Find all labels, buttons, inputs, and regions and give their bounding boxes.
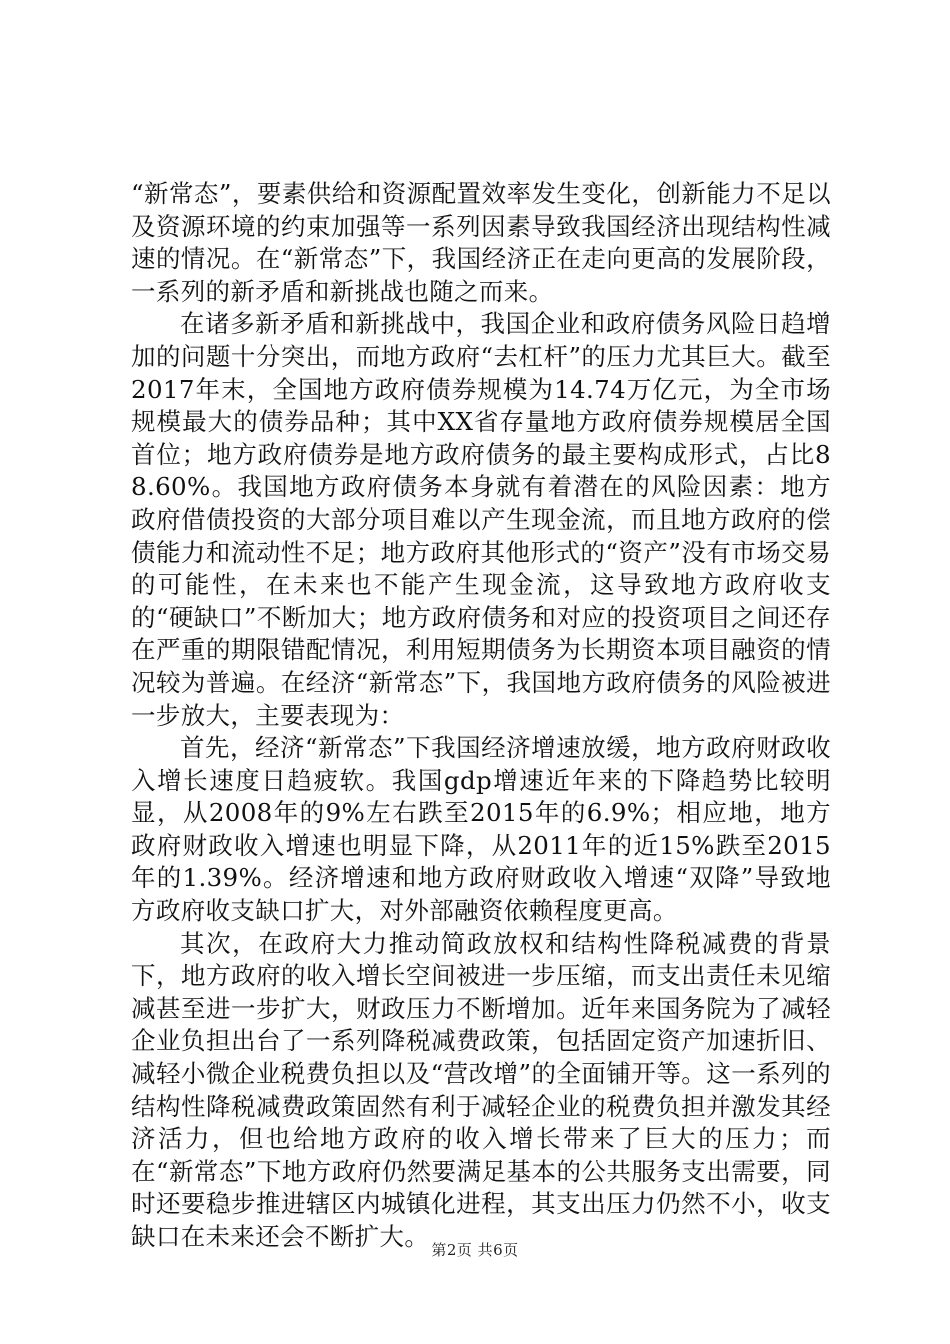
paragraph-4: 其次，在政府大力推动简政放权和结构性降税减费的背景下，地方政府的收入增长空间被进一步压缩，而支出责任未见缩减甚至进一步扩大，财政压力不断增加。近年来国务院为了减轻企业负担出台了一系列降税减费政策，包括固定资产加速折旧、减轻小微企业税费负担以及“营改增”的全面铺开等。这一系列的结构性降税减费政策固然有利于减轻企业的税费负担并激发其经济活力，但也给地方政府的收入增长带来了巨大的压力；而在“新常态”下地方政府仍然要满足基本的公共服务支出需要，同时还要稳步推进辖区内城镇化进程，其支出压力仍然不小，收支缺口在未来还会不断扩大。 (131, 928, 831, 1251)
paragraph-3: 首先，经济“新常态”下我国经济增速放缓，地方政府财政收入增长速度日趋疲软。我国gdp增速近年来的下降趋势比较明显，从2008年的9%左右跌至2015年的6.9%；相应地，地方政府财政收入增速也明显下降，从2011年的近15%跌至2015年的1.39%。经济增速和地方政府财政收入增速“双降”导致地方政府收支缺口扩大，对外部融资依赖程度更高。 (131, 733, 831, 926)
page-footer: 第2页 共6页 (431, 1241, 519, 1259)
paragraph-2: 在诸多新矛盾和新挑战中，我国企业和政府债务风险日趋增加的问题十分突出，而地方政府“去杠杆”的压力尤其巨大。截至2017年末，全国地方政府债券规模为14.74万亿元，为全市场规模最大的债券品种；其中XX省存量地方政府债券规模居全国首位；地方政府债券是地方政府债务的最主要构成形式，占比88.60%。我国地方政府债务本身就有着潜在的风险因素：地方政府借债投资的大部分项目难以产生现金流，而且地方政府的偿债能力和流动性不足；地方政府其他形式的“资产”没有市场交易的可能性，在未来也不能产生现金流，这导致地方政府收支的“硬缺口”不断加大；地方政府债务和对应的投资项目之间还存在严重的期限错配情况，利用短期债务为长期资本项目融资的情况较为普遍。在经济“新常态”下，我国地方政府债务的风险被进一步放大，主要表现为： (131, 309, 831, 730)
document-body (131, 178, 831, 1254)
paragraph-1: “新常态”，要素供给和资源配置效率发生变化，创新能力不足以及资源环境的约束加强等一系列因素导致我国经济出现结构性减速的情况。在“新常态”下，我国经济正在走向更高的发展阶段，一系列的新矛盾和新挑战也随之而来。 (131, 179, 831, 306)
